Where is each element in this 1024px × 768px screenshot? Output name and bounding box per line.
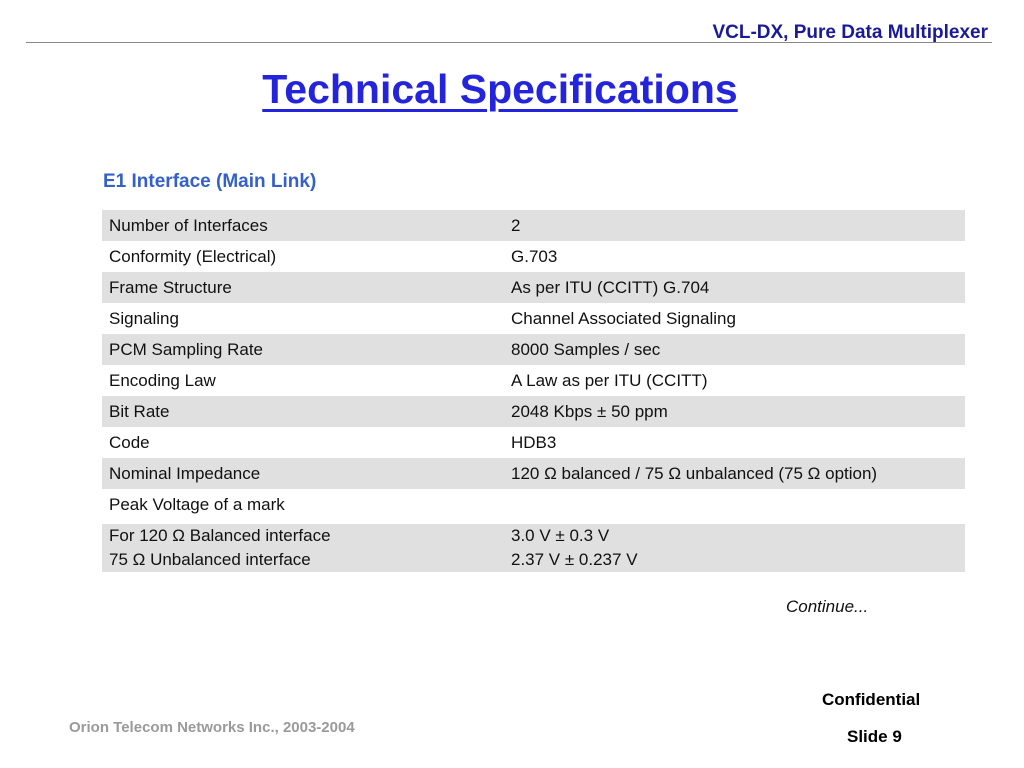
spec-row bbox=[102, 337, 965, 363]
slide-number: Slide 9 bbox=[847, 727, 902, 746]
spec-value bbox=[511, 492, 965, 518]
spec-row bbox=[102, 461, 965, 487]
spec-row bbox=[102, 213, 965, 239]
spec-label: Conformity (Electrical) bbox=[109, 246, 277, 266]
header-divider bbox=[26, 42, 992, 43]
spec-value: 120 Ω balanced / 75 Ω unbalanced (75 Ω option) bbox=[511, 463, 878, 483]
spec-value: 8000 Samples / sec bbox=[511, 339, 661, 359]
continue-note: Continue... bbox=[786, 597, 869, 616]
spec-value: G.703 bbox=[511, 246, 558, 266]
spec-label: 75 Ω Unbalanced interface bbox=[109, 550, 311, 569]
spec-row bbox=[102, 548, 965, 572]
spec-row bbox=[102, 244, 965, 270]
spec-group bbox=[102, 241, 965, 272]
spec-label: Number of Interfaces bbox=[109, 215, 268, 235]
spec-value: Channel Associated Signaling bbox=[511, 308, 736, 328]
section-title: E1 Interface (Main Link) bbox=[103, 171, 317, 192]
spec-row bbox=[102, 430, 965, 456]
spec-row bbox=[102, 306, 965, 332]
spec-row bbox=[102, 492, 965, 518]
spec-group bbox=[102, 334, 965, 365]
spec-group bbox=[102, 427, 965, 458]
spec-group bbox=[102, 272, 965, 303]
spec-value: 2 bbox=[511, 215, 521, 235]
spec-label: Bit Rate bbox=[109, 401, 170, 421]
spec-group bbox=[102, 303, 965, 334]
spec-group bbox=[102, 524, 965, 572]
spec-table bbox=[102, 210, 965, 572]
spec-group bbox=[102, 396, 965, 427]
footer-confidential: Confidential bbox=[822, 690, 921, 709]
product-title: VCL-DX, Pure Data Multiplexer bbox=[712, 22, 988, 43]
spec-row bbox=[102, 368, 965, 394]
spec-value: HDB3 bbox=[511, 432, 557, 452]
spec-row bbox=[102, 275, 965, 301]
footer-company: Orion Telecom Networks Inc., 2003-2004 bbox=[69, 719, 355, 736]
spec-row bbox=[102, 399, 965, 425]
spec-label: Nominal Impedance bbox=[109, 463, 261, 483]
spec-row bbox=[102, 524, 965, 548]
spec-label: Encoding Law bbox=[109, 370, 216, 390]
spec-label: Peak Voltage of a mark bbox=[109, 494, 285, 514]
spec-value: 3.0 V ± 0.3 V bbox=[511, 526, 610, 545]
spec-group bbox=[102, 210, 965, 241]
spec-group bbox=[102, 458, 965, 489]
spec-label: PCM Sampling Rate bbox=[109, 339, 264, 359]
slide-title: Technical Specifications bbox=[262, 66, 738, 112]
spec-group bbox=[102, 365, 965, 396]
spec-label: Signaling bbox=[109, 308, 179, 328]
spec-value: 2.37 V ± 0.237 V bbox=[511, 550, 638, 569]
spec-group bbox=[102, 489, 965, 520]
spec-value: As per ITU (CCITT) G.704 bbox=[511, 277, 710, 297]
spec-value: 2048 Kbps ± 50 ppm bbox=[511, 401, 668, 421]
spec-label: Code bbox=[109, 432, 150, 452]
spec-label: Frame Structure bbox=[109, 277, 232, 297]
spec-value: A Law as per ITU (CCITT) bbox=[511, 370, 708, 390]
spec-label: For 120 Ω Balanced interface bbox=[109, 526, 331, 545]
